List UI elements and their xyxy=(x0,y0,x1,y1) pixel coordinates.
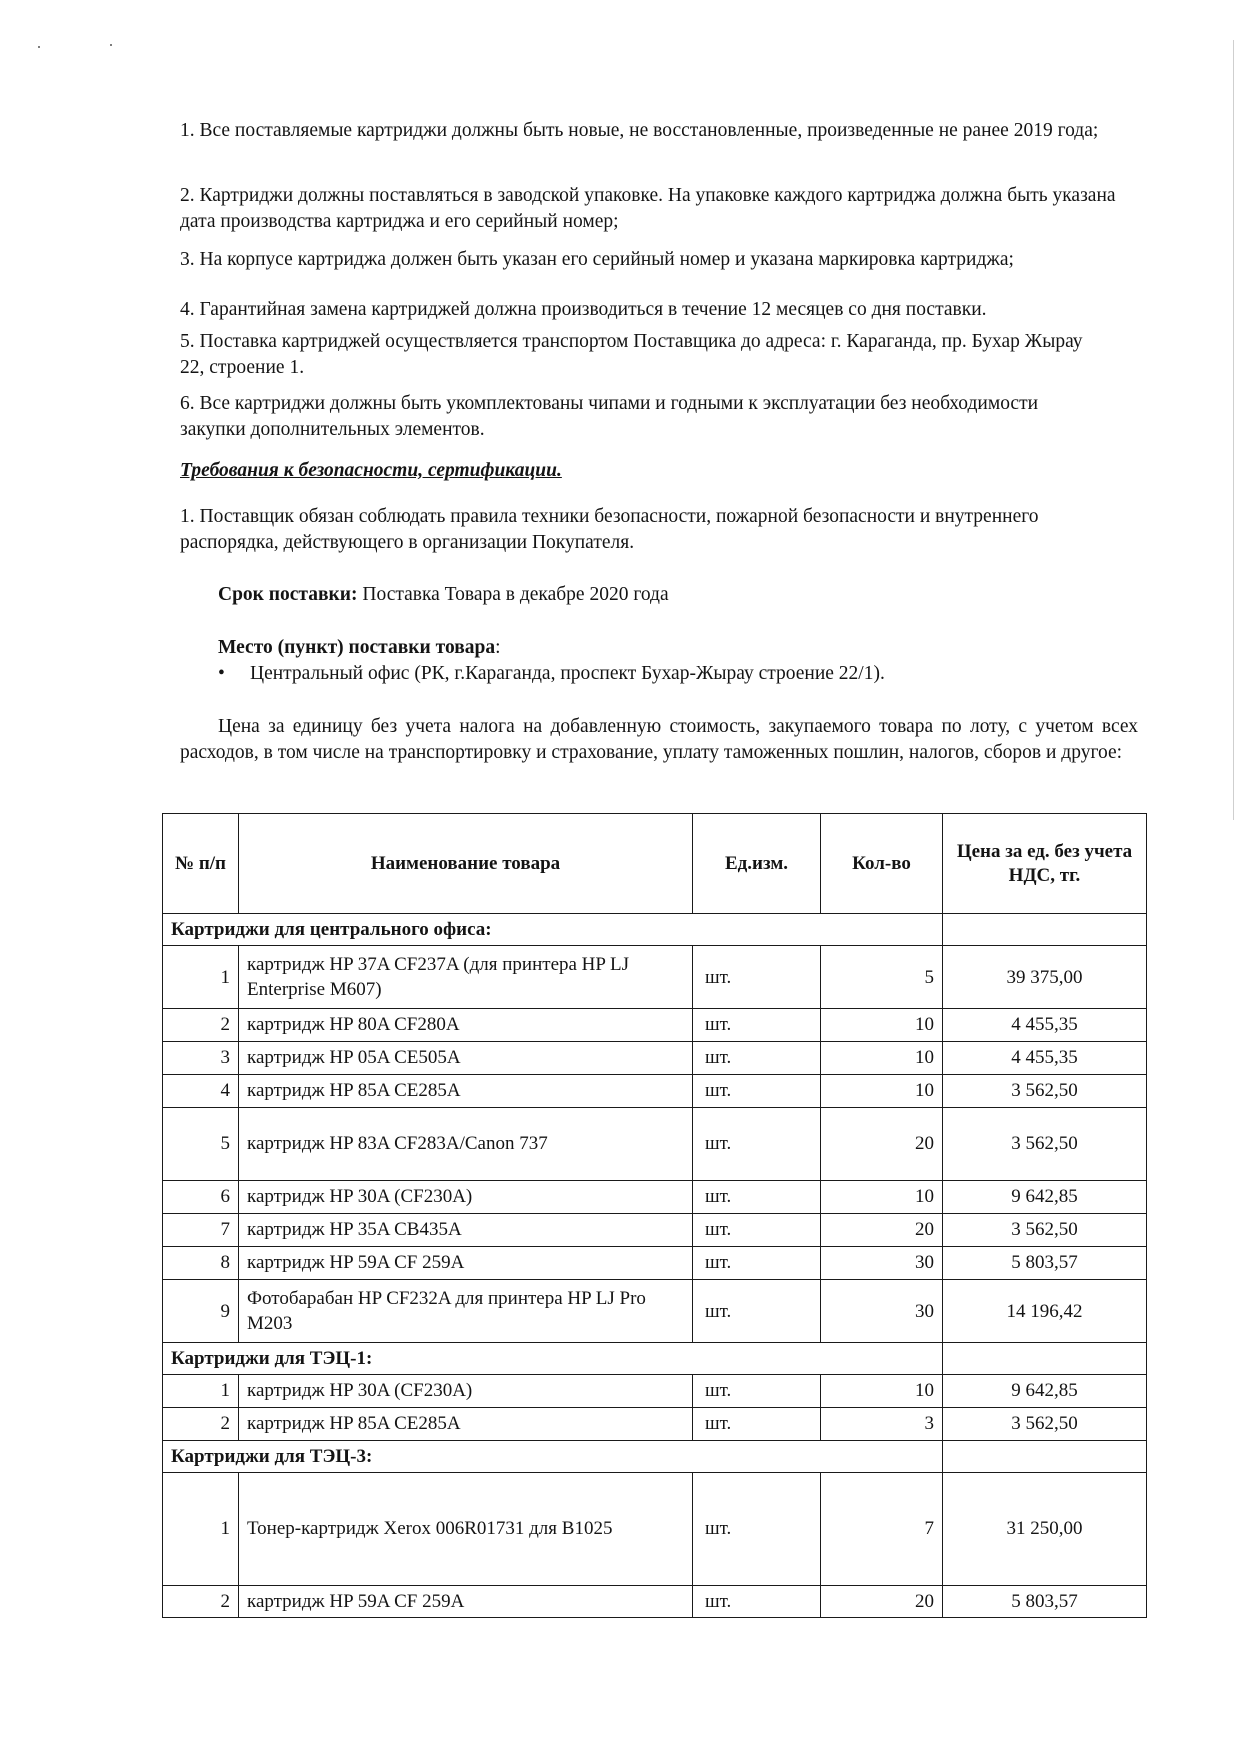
delivery-term-label: Срок поставки: xyxy=(218,584,358,605)
header-qty: Кол-во xyxy=(821,814,943,914)
table-row: 1 картридж HP 37A CF237A (для принтера HP LJ Enterprise M607) шт. 5 39 375,00 xyxy=(163,946,1147,1009)
scan-edge-line xyxy=(1233,40,1234,820)
delivery-place-label: Место (пункт) поставки товара: xyxy=(218,637,501,658)
requirement-6: 6. Все картриджи должны быть укомплектованы чипами и годными к эксплуатации без необходимости закупки дополнительных элементов. xyxy=(180,393,1039,440)
group-title: Картриджи для ТЭЦ-3: xyxy=(163,1441,943,1473)
table-row: 8 картридж HP 59A CF 259A шт. 30 5 803,57 xyxy=(163,1247,1147,1280)
table-row: 7 картридж HP 35A CB435A шт. 20 3 562,50 xyxy=(163,1214,1147,1247)
requirement-3: 3. На корпусе картриджа должен быть указан его серийный номер и указана маркировка картриджа; xyxy=(180,249,1014,270)
table-row: 9 Фотобарабан HP CF232A для принтера HP LJ Pro M203 шт. 30 14 196,42 xyxy=(163,1280,1147,1343)
delivery-term-value: Поставка Товара в декабре 2020 года xyxy=(357,584,669,605)
table-row: 4 картридж HP 85A CE285A шт. 10 3 562,50 xyxy=(163,1075,1147,1108)
price-note: Цена за единицу без учета налога на добавленную стоимость, закупаемого товара по лоту, с учетом всех расходов, в том числе на транспортировку и страхование, уплату таможенных пошлин, налогов, сборов и другое: xyxy=(180,716,1138,763)
delivery-term xyxy=(218,582,669,608)
table-row: 2 картридж HP 80A CF280A шт. 10 4 455,35 xyxy=(163,1009,1147,1042)
scan-speck xyxy=(110,44,112,46)
safety-heading: Требования к безопасности, сертификации. xyxy=(180,460,562,481)
goods-table xyxy=(162,813,1147,1618)
table-row: 6 картридж HP 30A (CF230A) шт. 10 9 642,85 xyxy=(163,1181,1147,1214)
requirement-5: 5. Поставка картриджей осуществляется транспортом Поставщика до адреса: г. Караганда, пр. Бухар Жырау 22, строение 1. xyxy=(180,331,1083,378)
header-name: Наименование товара xyxy=(239,814,693,914)
delivery-place-item: • Центральный офис (РК, г.Караганда, проспект Бухар-Жырау строение 22/1). xyxy=(218,661,885,687)
group-title: Картриджи для ТЭЦ-1: xyxy=(163,1343,943,1375)
requirement-1: 1. Все поставляемые картриджи должны быть новые, не восстановленные, произведенные не ранее 2019 года; xyxy=(180,120,1099,141)
table-header-row xyxy=(163,814,1147,914)
header-num: № п/п xyxy=(163,814,239,914)
bullet-icon: • xyxy=(218,663,225,684)
table-row: 3 картридж HP 05A CE505A шт. 10 4 455,35 xyxy=(163,1042,1147,1075)
table-row: 1 картридж HP 30A (CF230A) шт. 10 9 642,85 xyxy=(163,1375,1147,1408)
table-group-row xyxy=(163,914,1147,946)
requirement-2: 2. Картриджи должны поставляться в заводской упаковке. На упаковке каждого картриджа должна быть указана дата производства картриджа и его серийный номер; xyxy=(180,185,1116,232)
requirement-4: 4. Гарантийная замена картриджей должна производиться в течение 12 месяцев со дня поставки. xyxy=(180,299,987,320)
table-row: 5 картридж HP 83A CF283A/Canon 737 шт. 20 3 562,50 xyxy=(163,1108,1147,1181)
table-group-row xyxy=(163,1441,1147,1473)
scan-speck xyxy=(38,46,40,48)
group-title: Картриджи для центрального офиса: xyxy=(163,914,943,946)
table-row: 2 картридж HP 59A CF 259A шт. 20 5 803,57 xyxy=(163,1586,1147,1618)
table-group-row xyxy=(163,1343,1147,1375)
header-unit: Ед.изм. xyxy=(693,814,821,914)
header-price: Цена за ед. без учета НДС, тг. xyxy=(943,814,1147,914)
table-row: 1 Тонер-картридж Xerox 006R01731 для B1025 шт. 7 31 250,00 xyxy=(163,1473,1147,1586)
table-row: 2 картридж HP 85A CE285A шт. 3 3 562,50 xyxy=(163,1408,1147,1441)
safety-text: 1. Поставщик обязан соблюдать правила техники безопасности, пожарной безопасности и внутреннего распорядка, действующего в организации Покупателя. xyxy=(180,506,1039,553)
